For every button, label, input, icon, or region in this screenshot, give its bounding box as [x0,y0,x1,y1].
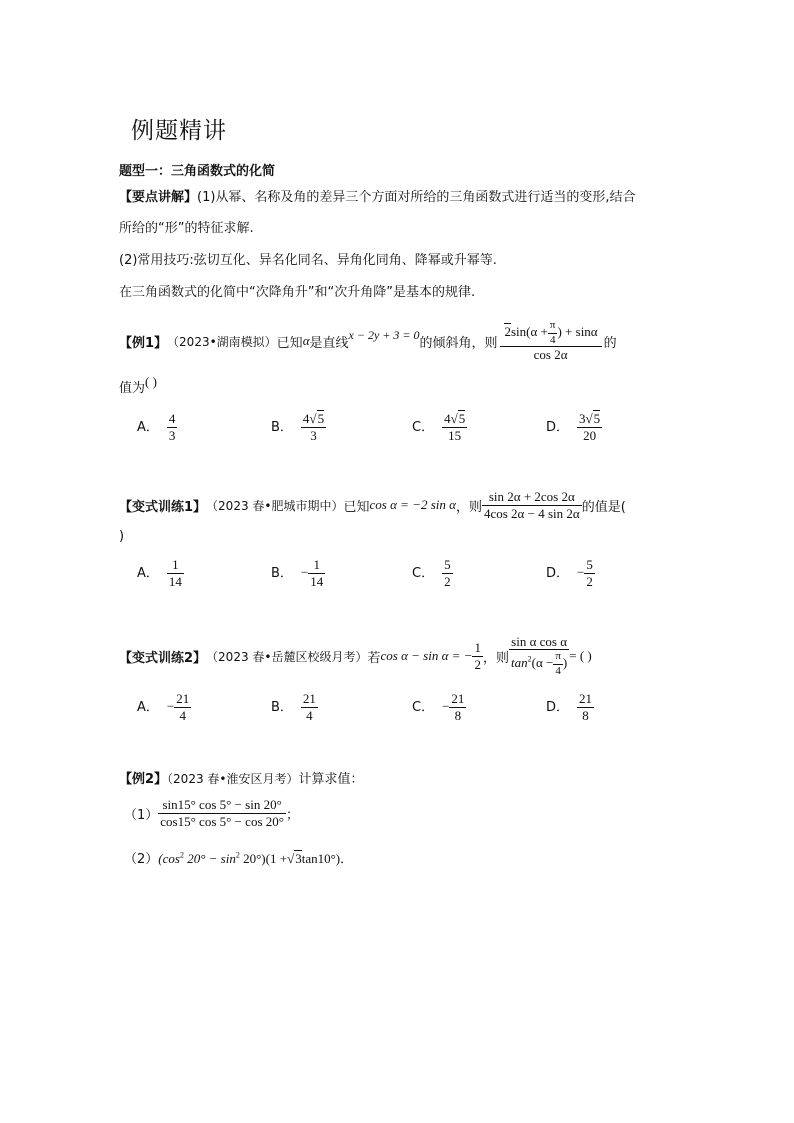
variation-2-label: 【变式训练2】 [119,650,207,666]
example-1-option-b[interactable]: B． $\frac{4√5}{3}$ [271,411,325,443]
tip-line-3: (2)常用技巧:弦切互化、异名化同名、异角化同角、降幂或升幂等. [119,253,497,268]
tip-line-2: 所给的“形”的特征求解. [119,221,254,236]
example-1-denominator: cos 2α [533,347,568,363]
section-heading: 题型一：三角函数式的化简 [119,164,276,179]
variation-1-close-paren: ) [119,529,125,544]
variation-1-option-d[interactable]: D． − $\frac{5}{2}$ [546,557,593,589]
variation-1-stem: 【变式训练1】 （2023 春•肥城市期中） 已知 cos α = −2 sin α ，则 $\frac{\sin 2\alpha + 2\cos 2\alpha}{4\cos 2\alpha - 4 \sin 2\alpha}$ 的值是( [119,488,626,521]
example-2-part-2-expression: ($\cos^2$ $20^\circ - \sin^2 20^\circ)(1 +√3\tan 10^\circ)$ [158,850,341,866]
example-2-label: 【例2】 [119,772,168,787]
sqrt-2: 2 [504,324,511,340]
line-equation: x − 2y + 3 = 0 [348,327,420,342]
variation-1-fraction: $\frac{\sin 2\alpha + 2\cos 2\alpha}{4\cos 2\alpha - 4 \sin 2\alpha}$ [483,488,580,521]
variation-2-source: （2023 春•岳麓区校级月考） [206,649,368,664]
example-1-text-c: 的倾斜角，则 [419,335,498,351]
variation-2-option-c[interactable]: C． − $\frac{21}{8}$ [412,691,465,723]
example-1-stem [119,318,617,364]
tip-label: 【要点讲解】 [119,190,198,205]
example-2-part-1: （1） $\frac{\sin 15^\circ \cos 5^\circ - \sin 20^\circ}{\cos 15^\circ \cos 5^\circ - \cos 20^\circ}$ ； [124,796,299,829]
example-1-fraction [500,320,602,362]
variation-2-option-b[interactable]: B． $\frac{21}{4}$ [271,691,316,723]
example-1-option-c[interactable]: C． $\frac{4√5}{15}$ [412,411,466,443]
example-1-text-b: 是直线 [309,335,349,351]
page-title: 例题精讲 [131,118,227,144]
alpha-symbol: α [302,333,310,348]
variation-2-fraction: sin α cos α $\tan^2(\alpha$ − $\frac{\pi}{4}$ ) [510,633,568,677]
variation-1-source: （2023 春•肥城市期中） [206,498,344,513]
example-1-text-d: 的 [603,335,617,351]
variation-2-option-a[interactable]: A． − $\frac{21}{4}$ [137,691,190,723]
answer-blank: ( ) [145,374,157,389]
example-1-stem-2: 值为( ) [119,374,157,396]
variation-1-option-a[interactable]: A． $\frac{1}{14}$ [137,557,182,589]
example-1-source: （2023•湖南模拟） [167,334,277,349]
example-2-part-1-fraction: $\frac{\sin 15^\circ \cos 5^\circ - \sin 20^\circ}{\cos 15^\circ \cos 5^\circ - \cos 20^\circ}$ [160,796,284,829]
example-1-text-a: 已知 [276,335,303,351]
example-1-label: 【例1】 [119,335,168,351]
tip-line-4: 在三角函数式的化简中“次降角升”和“次升角降”是基本的规律. [119,285,476,300]
variation-2-stem: 【变式训练2】 （2023 春•岳麓区校级月考） 若 cos α − sin α = − $\frac{1}{2}$ ，则 sin α cos α $\tan^2(\alpha$ − $\frac{\pi}{4}$ ) = ( ) [119,633,592,677]
example-1-numerator: 2sin(α + $\frac{\pi}{4}$ ) + sinα [500,320,602,347]
variation-1-condition: cos α = −2 sin α [369,497,456,512]
tip-text-1: (1)从幂、名称及角的差异三个方面对所给的三角函数式进行适当的变形,结合 [197,190,636,205]
variation-1-option-c[interactable]: C． $\frac{5}{2}$ [412,557,451,589]
variation-2-condition: cos α − sin α = − [380,648,473,663]
variation-2-option-d[interactable]: D． $\frac{21}{8}$ [546,691,593,723]
variation-1-option-b[interactable]: B． − $\frac{1}{14}$ [271,557,324,589]
tip-line-1 [119,186,636,205]
variation-1-label: 【变式训练1】 [119,499,207,515]
example-2-source: （2023 春•淮安区月考） [167,772,299,786]
example-1-option-d[interactable]: D． $\frac{3√5}{20}$ [546,411,601,443]
example-2-part-2: $(2)(\cos^2$ $20^\circ - \sin^2 20^\circ)(1 +√3\tan 10^\circ)$． [124,850,354,867]
example-1-option-a[interactable]: A． $\frac{4}{3}$ [137,411,176,443]
example-2-stem: 【例2】（2023 春•淮安区月考）计算求值： [119,772,364,787]
